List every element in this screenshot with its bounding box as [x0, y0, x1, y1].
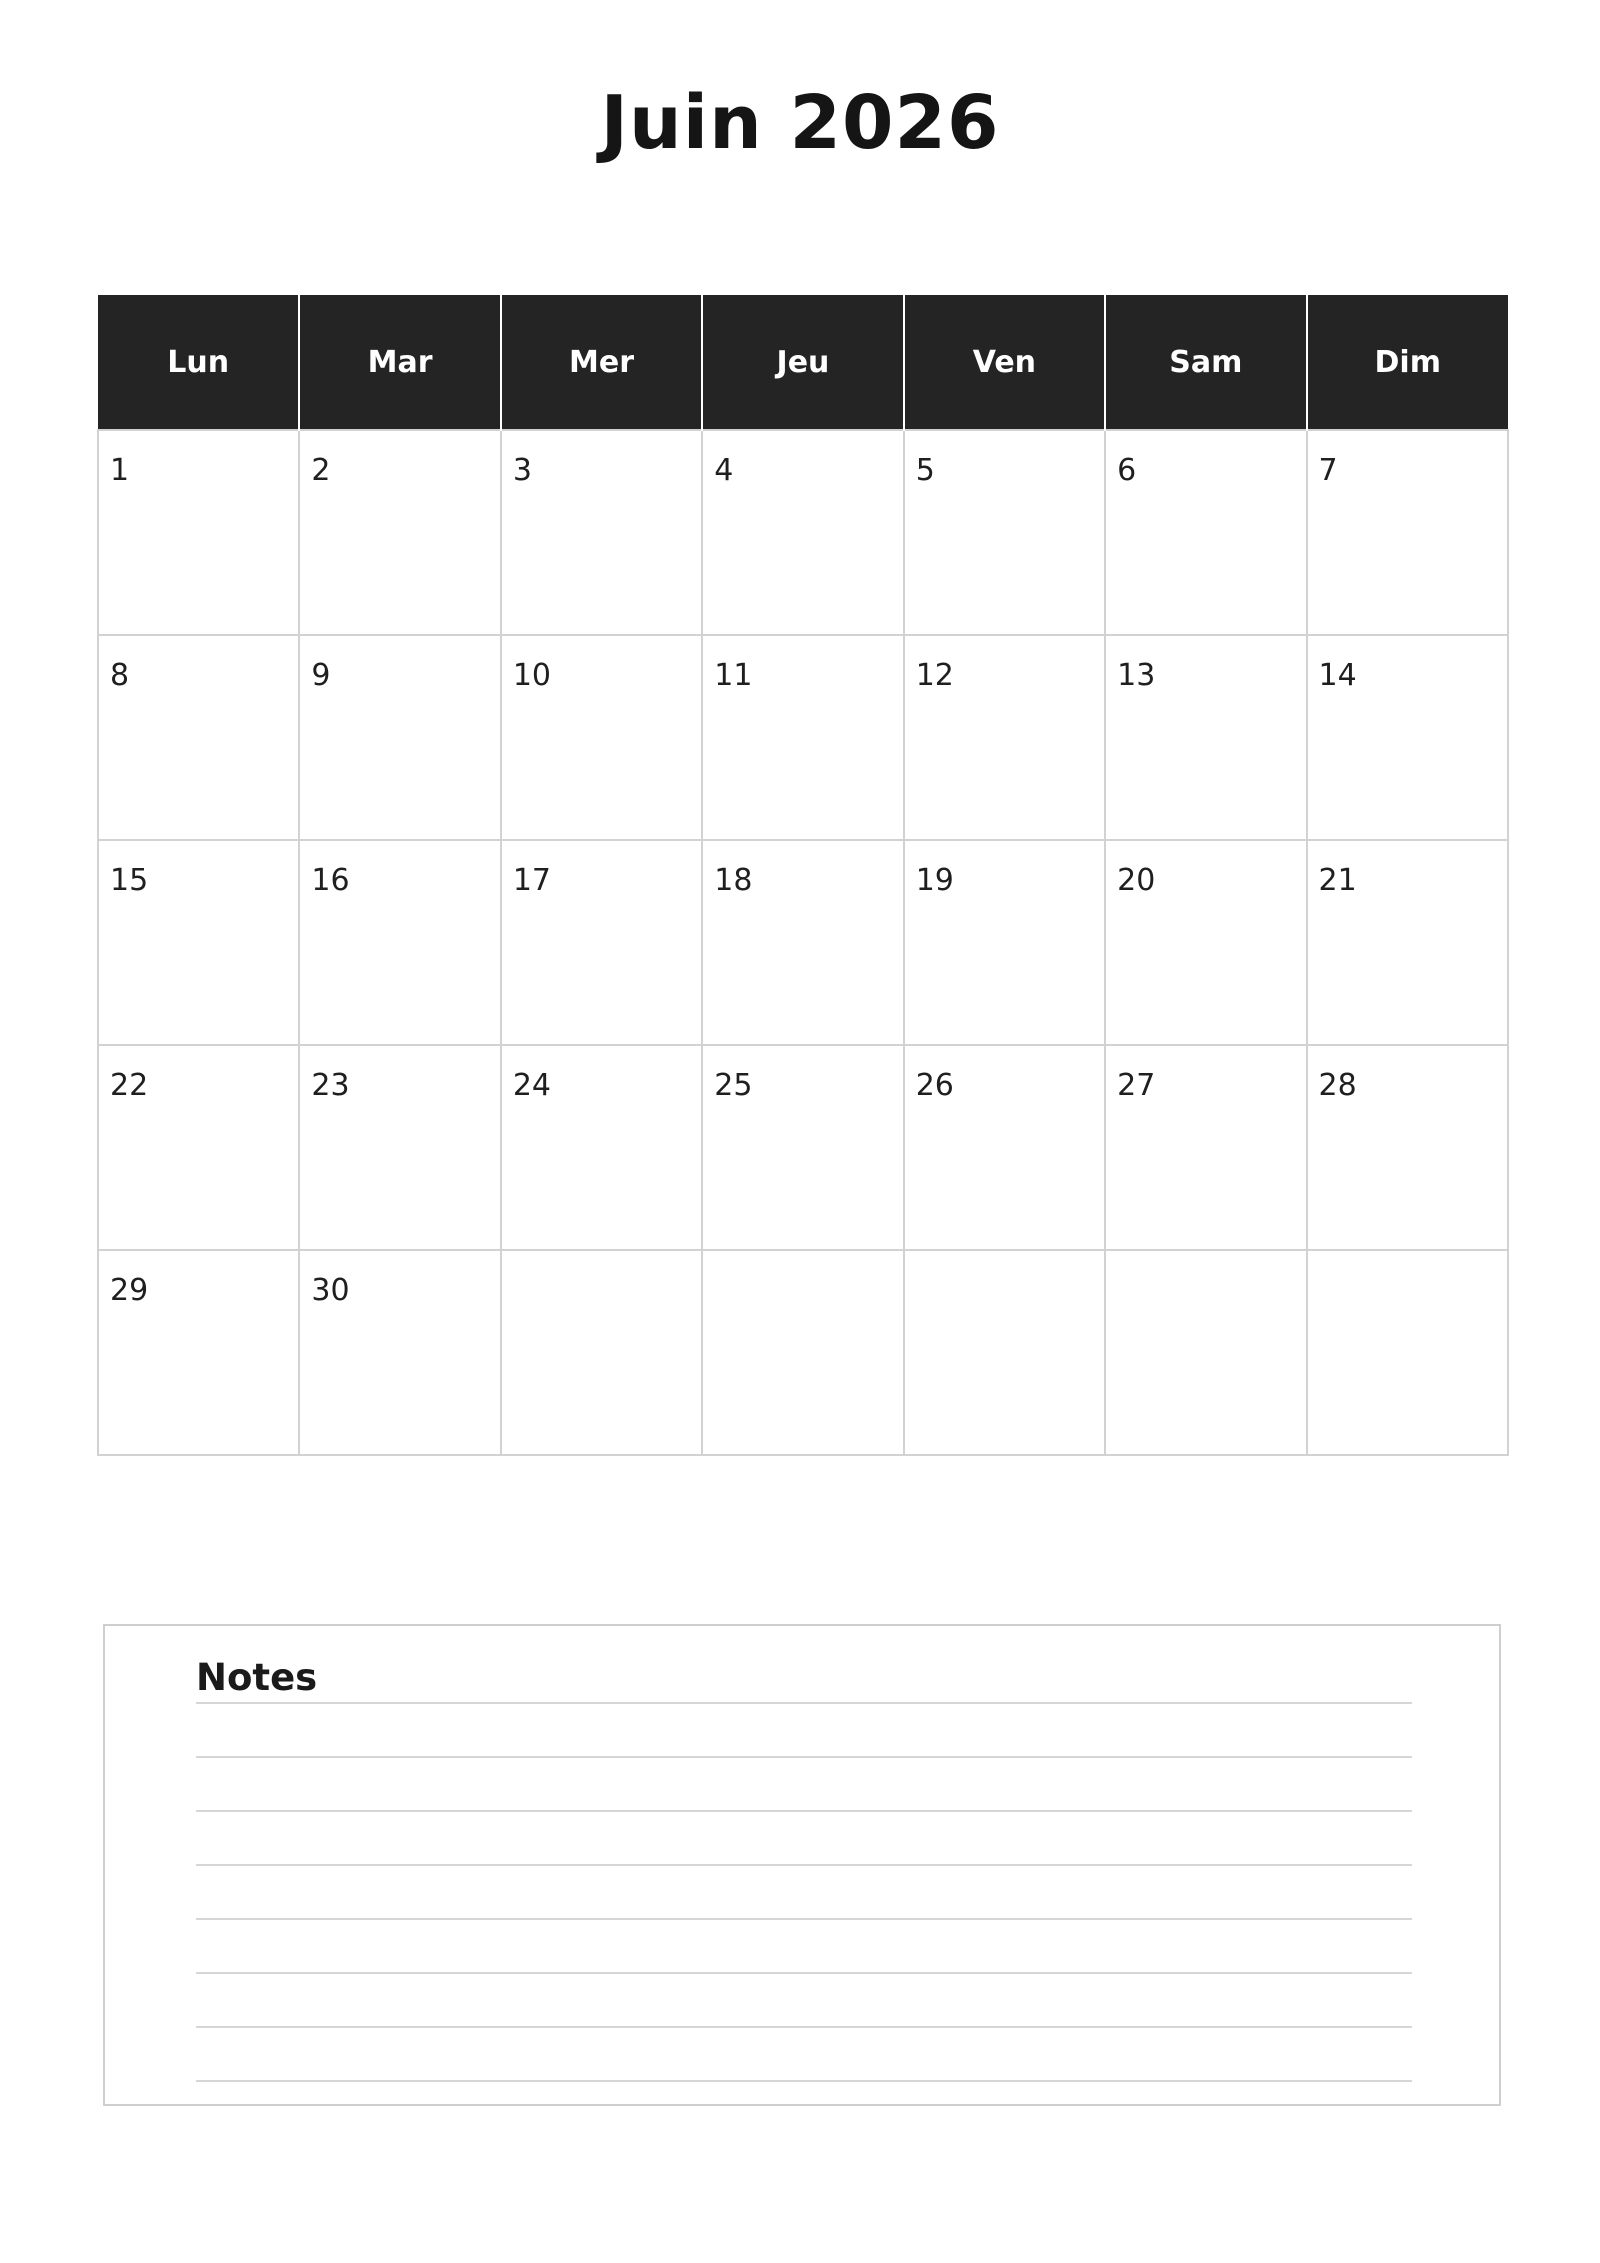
- day-cell: [702, 430, 903, 635]
- day-number: 19: [915, 863, 954, 898]
- day-cell-empty: [501, 1250, 702, 1455]
- day-cell: [501, 840, 702, 1045]
- calendar-grid: [97, 295, 1509, 1456]
- day-number: 26: [915, 1068, 954, 1103]
- day-cell: [1105, 635, 1306, 840]
- day-number: 6: [1117, 453, 1137, 488]
- day-cell: [1105, 840, 1306, 1045]
- day-number: 14: [1318, 658, 1357, 693]
- day-cell: [702, 840, 903, 1045]
- day-cell: [299, 840, 500, 1045]
- day-cell: [904, 1045, 1105, 1250]
- day-number: 12: [915, 658, 954, 693]
- week-row: [98, 1250, 1508, 1455]
- day-cell: [299, 1045, 500, 1250]
- note-line[interactable]: [196, 1972, 1412, 1974]
- day-cell: [501, 430, 702, 635]
- day-cell-empty: [1105, 1250, 1306, 1455]
- day-cell: [904, 430, 1105, 635]
- day-cell: [299, 430, 500, 635]
- weekday-header: Dim: [1307, 295, 1508, 430]
- note-line[interactable]: [196, 2080, 1412, 2082]
- day-cell: [1307, 840, 1508, 1045]
- day-number: 2: [311, 453, 331, 488]
- day-cell: [702, 1045, 903, 1250]
- note-line[interactable]: [196, 1864, 1412, 1866]
- note-line[interactable]: [196, 1918, 1412, 1920]
- note-line[interactable]: [196, 2026, 1412, 2028]
- day-cell: [1105, 430, 1306, 635]
- day-cell: [1307, 430, 1508, 635]
- day-number: 16: [311, 863, 350, 898]
- weekday-header: Sam: [1105, 295, 1306, 430]
- day-number: 24: [512, 1068, 552, 1103]
- day-number: 3: [512, 453, 532, 488]
- day-number: 7: [1318, 453, 1338, 488]
- week-row: [98, 1045, 1508, 1250]
- weekday-header: Lun: [98, 295, 299, 430]
- day-number: 10: [512, 658, 552, 693]
- day-cell: [98, 1045, 299, 1250]
- day-number: 9: [311, 658, 331, 693]
- day-number: 1: [110, 453, 130, 488]
- day-cell: [299, 1250, 500, 1455]
- day-number: 8: [110, 658, 130, 693]
- day-cell: [98, 1250, 299, 1455]
- day-cell-empty: [702, 1250, 903, 1455]
- weekday-header: Mer: [501, 295, 702, 430]
- notes-section: [103, 1624, 1501, 2106]
- day-number: 22: [110, 1068, 149, 1103]
- day-cell: [501, 1045, 702, 1250]
- week-row: [98, 635, 1508, 840]
- day-cell-empty: [904, 1250, 1105, 1455]
- day-number: 15: [110, 863, 149, 898]
- weekday-header: Mar: [299, 295, 500, 430]
- day-cell: [1105, 1045, 1306, 1250]
- day-number: 25: [714, 1068, 753, 1103]
- day-number: 4: [714, 453, 734, 488]
- day-cell-empty: [1307, 1250, 1508, 1455]
- day-number: 28: [1318, 1068, 1357, 1103]
- day-number: 5: [915, 453, 935, 488]
- day-cell: [98, 840, 299, 1045]
- day-number: 30: [311, 1273, 350, 1308]
- weekday-header-row: [98, 295, 1508, 430]
- note-line[interactable]: [196, 1810, 1412, 1812]
- note-line[interactable]: [196, 1702, 1412, 1704]
- day-number: 23: [311, 1068, 350, 1103]
- day-cell: [98, 430, 299, 635]
- day-number: 18: [714, 863, 753, 898]
- day-cell: [702, 635, 903, 840]
- day-cell: [98, 635, 299, 840]
- day-number: 11: [714, 658, 753, 693]
- weekday-header: Jeu: [702, 295, 903, 430]
- note-line[interactable]: [196, 1756, 1412, 1758]
- week-row: [98, 430, 1508, 635]
- weekday-header: Ven: [904, 295, 1105, 430]
- day-number: 20: [1117, 863, 1156, 898]
- day-cell: [1307, 1045, 1508, 1250]
- day-cell: [299, 635, 500, 840]
- day-number: 13: [1117, 658, 1156, 693]
- day-number: 27: [1117, 1068, 1156, 1103]
- day-cell: [904, 840, 1105, 1045]
- day-number: 21: [1318, 863, 1357, 898]
- notes-title: Notes: [196, 1656, 318, 1699]
- week-row: [98, 840, 1508, 1045]
- day-number: 29: [110, 1273, 149, 1308]
- day-number: 17: [512, 863, 552, 898]
- page-title: Juin 2026: [600, 80, 1000, 166]
- day-cell: [904, 635, 1105, 840]
- day-cell: [501, 635, 702, 840]
- day-cell: [1307, 635, 1508, 840]
